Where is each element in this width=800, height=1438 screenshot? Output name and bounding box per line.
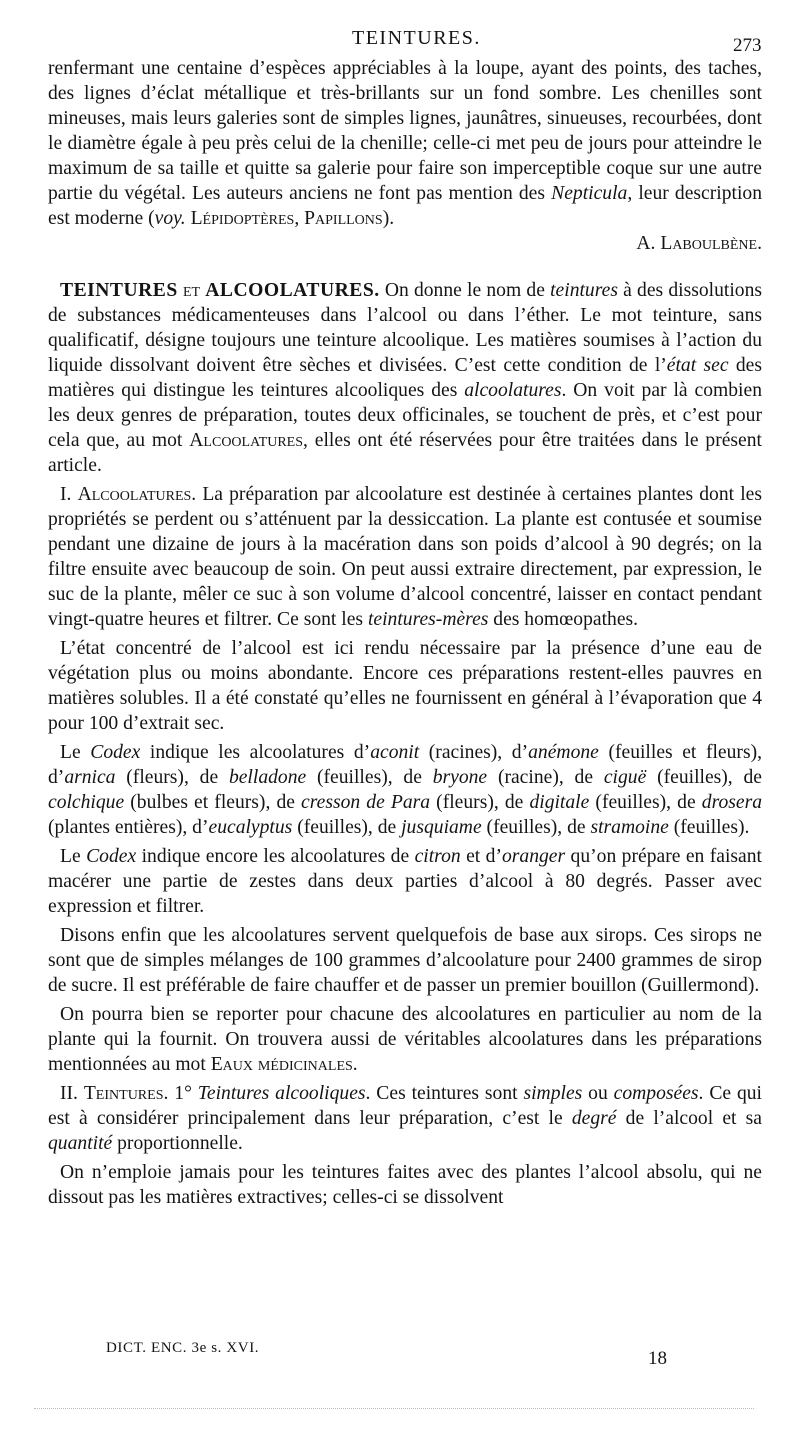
author-signature: A. Laboulbène. <box>636 233 762 254</box>
section-2-number: II. <box>60 1083 78 1104</box>
printer-signature: DICT. ENC. 3e s. XVI. <box>106 1340 260 1356</box>
section-1-paragraph-1: I. Alcoolatures. La préparation par alcoolature est destinée à certaines plantes dont les propriétés se perdent ou s’atténuent par la dessiccation. La plante est contusée et soumise pendant une dizaine de jours à la macération dans son poids d’alcool à 90 degrés; on la filtre ensuite avec beaucoup de soin. On peut aussi extraire directement, par expression, le suc de la plante, mêler ce suc à son volume d’alcool concentré, laisser en contact pendant vingt-quatre heures et filtrer. Ce sont les teintures-mères des homœopathes. <box>48 484 762 630</box>
continuation-paragraph: renfermant une centaine d’espèces appréciables à la loupe, ayant des points, des taches, des lignes d’éclat métallique et très-brillants sur un fond sombre. Les chenilles sont mineuses, mais leurs galeries sont de simples lignes, jaunâtres, sinueuses, recourbées, dont le diamètre égale à peu près celui de la chenille; celle-ci met peu de jours pour atteindre le maximum de sa taille et quitte sa galerie pour faire son imperceptible coque sur une autre partie du végétal. Les auteurs anciens ne font pas mention des Nepticula, leur description est moderne (voy. Lépidoptères, Papillons). A. Laboulbène. <box>48 58 762 254</box>
page-number: 273 <box>733 35 762 56</box>
entry-headword: TEINTURES <box>60 280 178 301</box>
section-1-paragraph-4: Le Codex indique encore les alcoolatures de citron et d’oranger qu’on prépare en faisant macérer une partie de zestes dans deux parties d’alcool à 80 degrés. Passer avec expression et filtrer. <box>48 846 762 917</box>
section-2-title: Teintures. <box>83 1083 169 1104</box>
cross-reference-eaux: Eaux médicinales <box>210 1054 353 1075</box>
section-1-title: Alcoolatures. <box>77 484 197 505</box>
section-2-paragraph-1: II. Teintures. 1° Teintures alcooliques. Ces teintures sont simples ou composées. Ce qui est à considérer principalement dans leur préparation, c’est le degré de l’alcool et sa quantité proportionnelle. <box>48 1083 763 1154</box>
section-1-paragraph-6: On pourra bien se reporter pour chacune des alcoolatures en particulier au nom de la plante qui la fournit. On trouvera aussi de véritables alcoolatures dans les préparations mentionnées au mot Eaux médicinales. <box>48 1004 762 1075</box>
section-1-paragraph-2: L’état concentré de l’alcool est ici rendu nécessaire par la présence d’une eau de végétation plus ou moins abondante. Encore ces préparations restent-elles pauvres en matières solubles. Il a été constaté qu’elles ne fournissent en général à l’évaporation que 4 pour 100 d’extrait sec. <box>48 638 762 734</box>
cross-reference: Lépidoptères, Papillons <box>190 208 383 229</box>
page-footer <box>0 1340 800 1380</box>
section-1-paragraph-5: Disons enfin que les alcoolatures servent quelquefois de base aux sirops. Ces sirops ne sont que de simples mélanges de 100 grammes d’alcoolature pour 2400 grammes de sirop de sucre. Il est préférable de faire chauffer et de passer un premier bouillon (Guillermond). <box>48 925 762 996</box>
section-2-paragraph-2: On n’emploie jamais pour les teintures faites avec des plantes l’alcool absolu, qui ne dissout pas les matières extractives; celles-ci se dissolvent <box>48 1162 762 1208</box>
entry-intro-paragraph: TEINTURES et ALCOOLATURES. On donne le nom de teintures à des dissolutions de substances médicamenteuses dans l’alcool ou dans l’éther. Le mot teinture, sans qualificatif, désigne toujours une teinture alcoolique. Les matières soumises à l’action du liquide dissolvant doivent être sèches et divisées. C’est cette condition de l’état sec des matières qui distingue les teintures alcooliques des alcoolatures. On voit par là combien les deux genres de préparation, toutes deux officinales, se touchent de près, et c’est pour cela que, au mot Alcoolatures, elles ont été réservées pour être traitées dans le présent article. <box>48 280 762 476</box>
page-header <box>0 27 800 57</box>
genus-name: Nepticula <box>551 183 628 204</box>
entry-headword-2: ALCOOLATURES. <box>205 280 380 301</box>
subsection-title: Teintures alcooliques <box>197 1083 366 1104</box>
section-1-paragraph-3: Le Codex indique les alcoolatures d’aconit (racines), d’anémone (feuilles et fleurs), d’arnica (fleurs), de belladone (feuilles), de bryone (racine), de ciguë (feuilles), de colchique (bulbes et fleurs), de cresson de Para (fleurs), de digitale (feuilles), de drosera (plantes entières), d’eucalyptus (feuilles), de jusquiame (feuilles), de stramoine (feuilles). <box>48 742 763 838</box>
sheet-number: 18 <box>648 1348 667 1369</box>
bottom-scan-line <box>34 1408 754 1409</box>
body-text <box>48 56 762 1210</box>
section-1-number: I. <box>60 484 72 505</box>
running-title: TEINTURES. <box>352 27 481 49</box>
